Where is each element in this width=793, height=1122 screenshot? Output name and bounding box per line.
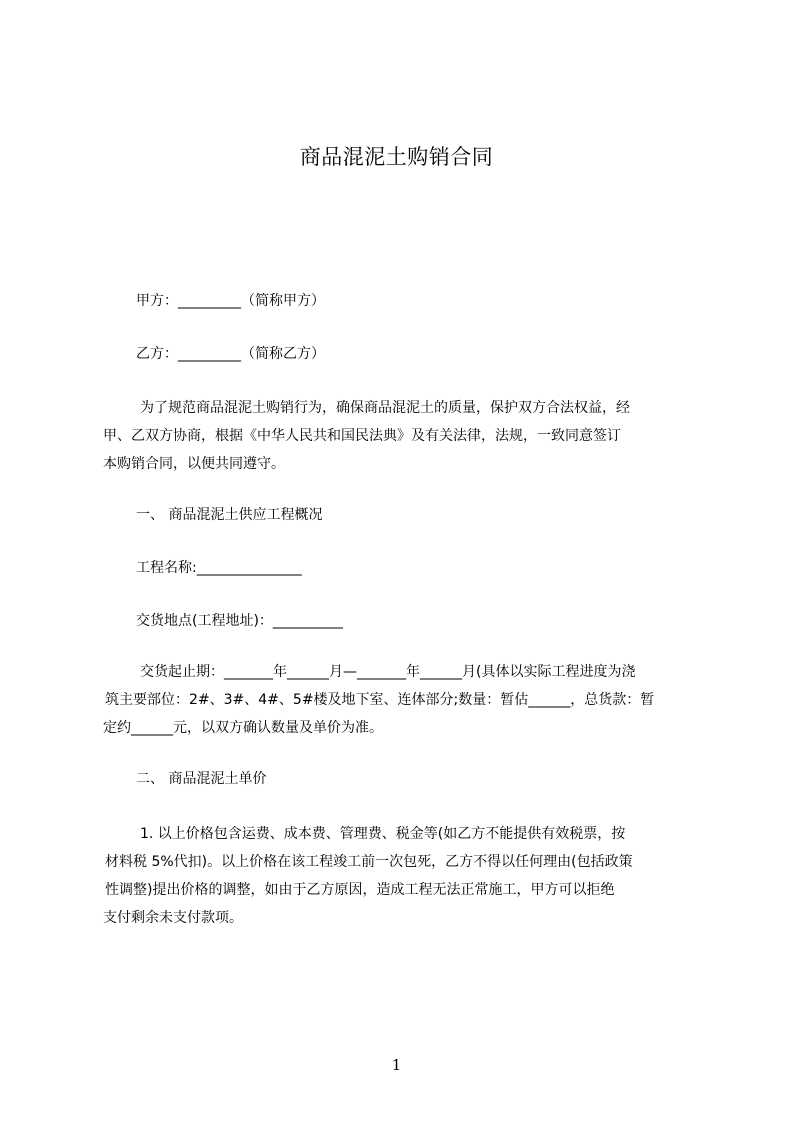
delivery-place-line: 交货地点(工程地址)：__________ [136, 613, 343, 629]
price-clause-paragraph [103, 820, 703, 932]
party-a-line: 甲方：_________（简称甲方） [136, 293, 325, 309]
delivery-period-line-2: 筑主要部位：2#、3#、4#、5#楼及地下室、连体部分;数量：暂估______，总货款：暂 [105, 692, 655, 708]
preamble-line-2: 甲、乙双方协商，根据《中华人民共和国民法典》及有关法律，法规，一致同意签订 [103, 428, 621, 444]
project-name-line: 工程名称:_______________ [136, 560, 302, 576]
preamble-line-1: 为了规范商品混泥土购销行为，确保商品混泥土的质量，保护双方合法权益，经 [140, 400, 630, 416]
page-title: 商品混泥土购销合同 [299, 145, 494, 169]
delivery-period-paragraph [103, 658, 703, 742]
preamble-line-3: 本购销合同，以便共同遵守。 [103, 456, 285, 472]
section-1-heading: 一、 商品混泥土供应工程概况 [136, 507, 323, 523]
price-clause-line-1: 1. 以上价格包含运费、成本费、管理费、税金等(如乙方不能提供有效税票，按 [140, 826, 626, 842]
price-clause-line-4: 支付剩余未支付款项。 [103, 910, 243, 926]
delivery-period-line-3: 定约______元，以双方确认数量及单价为准。 [103, 720, 383, 736]
price-clause-line-2: 材料税 5%代扣)。以上价格在该工程竣工前一次包死，乙方不得以任何理由(包括政策 [105, 854, 633, 870]
preamble-paragraph [103, 394, 703, 478]
party-b-line: 乙方：_________（简称乙方） [136, 346, 325, 362]
section-2-heading: 二、 商品混泥土单价 [136, 771, 267, 787]
price-clause-line-3: 性调整)提出价格的调整，如由于乙方原因，造成工程无法正常施工，甲方可以拒绝 [105, 882, 615, 898]
page-number: 1 [391, 1056, 402, 1074]
delivery-period-line-1: 交货起止期：_______年______月—_______年______月(具体以实际工程进度为浇 [140, 664, 636, 680]
